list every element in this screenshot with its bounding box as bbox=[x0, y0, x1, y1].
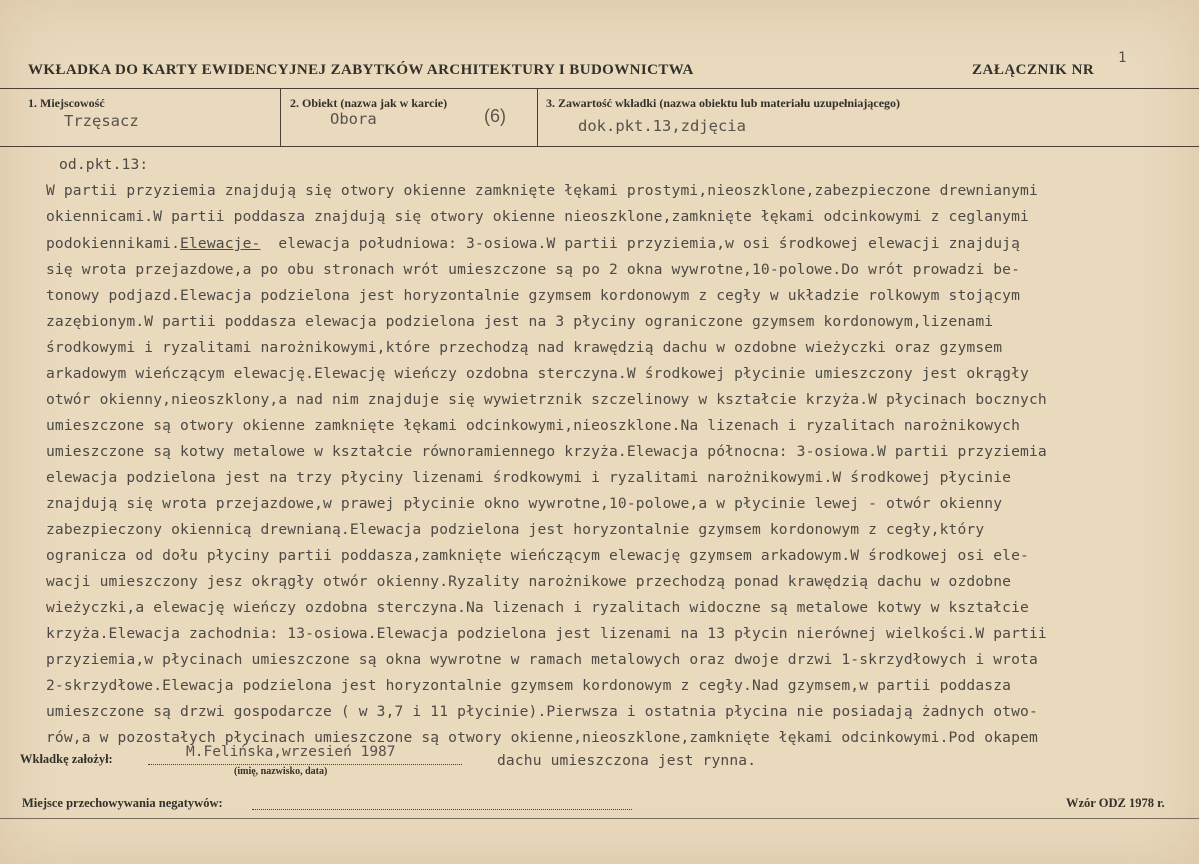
object-value: Obora bbox=[330, 110, 377, 128]
insert-author-caption: (imię, nazwisko, data) bbox=[234, 766, 328, 777]
body-line-11: umieszczone są kotwy metalowe w kształcie równoramiennego krzyża.Elewacja północna: 3-osiowa.W partii przyziemia bbox=[46, 443, 1047, 460]
header-top-rule bbox=[0, 88, 1199, 89]
field-divider-1 bbox=[280, 88, 281, 146]
content-label: 3. Zawartość wkładki (nazwa obiektu lub materiału uzupełniającego) bbox=[546, 96, 901, 110]
body-line-4: się wrota przejazdowe,a po obu stronach wrót umieszczone są po 2 okna wywrotne,10-polowe.Do wrót prowadzi be- bbox=[46, 261, 1021, 278]
body-line-3 bbox=[46, 235, 1020, 252]
body-line-10: umieszczone są otwory okienne zamknięte łękami odcinkowymi,nieoszklone.Na lizenach i ryzalitach narożnikowych bbox=[46, 417, 1021, 434]
field-divider-2 bbox=[537, 88, 538, 146]
locality-label: 1. Miejscowość bbox=[28, 96, 105, 110]
object-number: (6) bbox=[484, 106, 506, 126]
body-line-14: zabezpieczony okiennicą drewnianą.Elewacja podzielona jest horyzontalnie gzymsem kordonowym z cegły,który bbox=[46, 521, 985, 538]
body-line-5: tonowy podjazd.Elewacja podzielona jest horyzontalnie gzymsem kordonowym z cegły w układzie rolkowym stojącym bbox=[46, 287, 1021, 304]
bottom-rule bbox=[0, 818, 1199, 819]
body-line-17: wieżyczki,a elewację wieńczy ozdobna sterczyna.Na lizenach i ryzalitach widoczne są metalowe kotwy w kształcie bbox=[46, 599, 1029, 616]
body-line-1: W partii przyziemia znajdują się otwory okienne zamknięte łękami prostymi,nieoszklone,zabezpieczone drewnianymi bbox=[46, 182, 1038, 199]
body-line-13: znajdują się wrota przejazdowe,w prawej płycinie okno wywrotne,10-polowe,a w płycinie lewej - otwór okienny bbox=[46, 495, 1003, 512]
locality-value: Trzęsacz bbox=[64, 112, 139, 130]
body-line-2: okiennicami.W partii poddasza znajdują się otwory okienne nieoszklone,zamknięte łękami odcinkowymi z ceglanymi bbox=[46, 208, 1029, 225]
body-line-15: ogranicza od dołu płyciny partii poddasza,zamknięte wieńczącym elewację gzymsem arkadowym.W środkowej osi ele- bbox=[46, 547, 1029, 564]
body-line-3-rest: elewacja południowa: 3-osiowa.W partii przyziemia,w osi środkowej elewacji znajdują bbox=[260, 235, 1021, 252]
form-title: WKŁADKA DO KARTY EWIDENCYJNEJ ZABYTKÓW ARCHITEKTURY I BUDOWNICTWA bbox=[28, 62, 694, 78]
body-line-16: wacji umieszczony jesz okrągły otwór okienny.Ryzality narożnikowe przechodzą ponad krawędzią dachu w ozdobne bbox=[46, 573, 1012, 590]
elevations-heading: Elewacje- bbox=[180, 235, 261, 252]
body-line-19: przyziemia,w płycinach umieszczone są okna wywrotne w ramach metalowych oraz dwoje drzwi 1-skrzydłowych i wrota bbox=[46, 651, 1038, 668]
body-last-line: dachu umieszczona jest rynna. bbox=[497, 752, 757, 769]
body-line-8: arkadowym wieńczącym elewację.Elewację wieńczy ozdobna sterczyna.W środkowej płycinie umieszczony jest okrągły bbox=[46, 365, 1029, 382]
body-line-21: umieszczone są drzwi gospodarcze ( w 3,7 i 11 płycinie).Pierwsza i ostatnia płycina nie posiadają żadnych otwo- bbox=[46, 703, 1038, 720]
insert-author-value: M.Felińska,wrzesień 1987 bbox=[186, 744, 396, 760]
insert-author-dotted-line bbox=[148, 764, 462, 765]
content-value: dok.pkt.13,zdjęcia bbox=[578, 117, 746, 135]
body-line-6: zazębionym.W partii poddasza elewacja podzielona jest na 3 płyciny ograniczone gzymsem kordonowym,lizenami bbox=[46, 313, 994, 330]
body-line-22: rów,a w pozostałych płycinach umieszczone są otwory okienne,nieoszklone,zamknięte łękami odcinkowymi.Pod okapem bbox=[46, 729, 1038, 746]
annex-number: 1 bbox=[1118, 50, 1127, 66]
body-line-18: krzyża.Elewacja zachodnia: 13-osiowa.Elewacja podzielona jest lizenami na 13 płycin nierównej wielkości.W partii bbox=[46, 625, 1047, 642]
section-reference: od.pkt.13: bbox=[59, 156, 149, 173]
body-line-7: środkowymi i ryzalitami narożnikowymi,które przechodzą nad krawędzią dachu w ozdobne wieżyczki oraz gzymsem bbox=[46, 339, 1003, 356]
body-line-3-start: podokiennikami. bbox=[46, 235, 181, 252]
object-label: 2. Obiekt (nazwa jak w karcie) bbox=[290, 96, 448, 110]
negatives-dotted-line bbox=[252, 809, 632, 810]
negatives-location-label: Miejsce przechowywania negatywów: bbox=[22, 796, 223, 810]
body-line-9: otwór okienny,nieoszklony,a nad nim znajduje się wywietrznik szczelinowy w kształcie krzyża.W płycinach bocznych bbox=[46, 391, 1047, 408]
form-pattern: Wzór ODZ 1978 r. bbox=[1066, 796, 1165, 810]
body-line-12: elewacja podzielona jest na trzy płyciny lizenami środkowymi i ryzalitami narożnikowymi.W środkowej płycinie bbox=[46, 469, 1012, 486]
header-bottom-rule bbox=[0, 146, 1199, 147]
body-line-20: 2-skrzydłowe.Elewacja podzielona jest horyzontalnie gzymsem kordonowym z cegły.Nad gzymsem,w partii poddasza bbox=[46, 677, 1012, 694]
insert-author-label: Wkładkę założył: bbox=[20, 752, 113, 766]
annex-label: ZAŁĄCZNIK NR bbox=[972, 62, 1095, 78]
